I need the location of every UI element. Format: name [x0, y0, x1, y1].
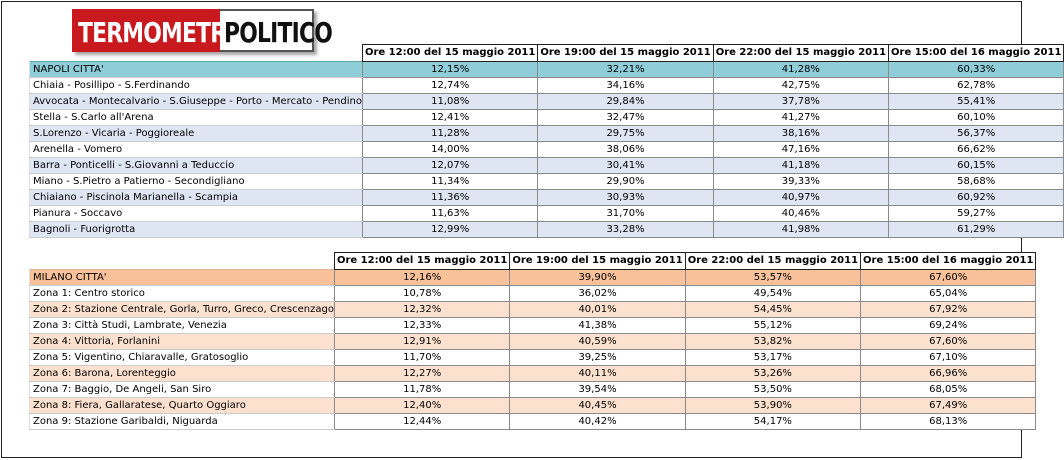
turnout-value-cell: 12,15% [362, 62, 537, 78]
turnout-value-cell: 39,33% [713, 174, 888, 190]
column-header: Ore 19:00 del 15 maggio 2011 [510, 253, 685, 270]
turnout-value-cell: 55,41% [889, 94, 1064, 110]
turnout-value-cell: 62,78% [889, 78, 1064, 94]
turnout-value-cell: 65,04% [861, 286, 1036, 302]
turnout-value-cell: 11,70% [334, 350, 509, 366]
table-row [30, 110, 1064, 126]
city-total-row [30, 270, 1036, 286]
turnout-value-cell: 56,37% [889, 126, 1064, 142]
zone-name-cell: Zona 8: Fiera, Gallaratese, Quarto Oggiaro [30, 398, 335, 414]
turnout-value-cell: 60,33% [889, 62, 1064, 78]
turnout-value-cell: 31,70% [538, 206, 713, 222]
turnout-value-cell: 49,54% [685, 286, 860, 302]
turnout-value-cell: 53,82% [685, 334, 860, 350]
turnout-value-cell: 32,21% [538, 62, 713, 78]
table-row [30, 302, 1036, 318]
turnout-value-cell: 12,16% [334, 270, 509, 286]
turnout-value-cell: 12,32% [334, 302, 509, 318]
turnout-value-cell: 12,33% [334, 318, 509, 334]
turnout-value-cell: 40,45% [510, 398, 685, 414]
turnout-value-cell: 41,28% [713, 62, 888, 78]
zone-name-cell: Chiaiano - Piscinola Marianella - Scampia [30, 190, 363, 206]
turnout-value-cell: 54,17% [685, 414, 860, 430]
table-row [30, 174, 1064, 190]
turnout-value-cell: 54,45% [685, 302, 860, 318]
turnout-value-cell: 41,18% [713, 158, 888, 174]
turnout-value-cell: 12,41% [362, 110, 537, 126]
zone-name-cell: Zona 2: Stazione Centrale, Gorla, Turro, Greco, Crescenzago [30, 302, 335, 318]
turnout-value-cell: 11,34% [362, 174, 537, 190]
turnout-value-cell: 34,16% [538, 78, 713, 94]
turnout-value-cell: 53,57% [685, 270, 860, 286]
zone-name-cell: Bagnoli - Fuorigrotta [30, 222, 363, 238]
turnout-value-cell: 60,92% [889, 190, 1064, 206]
zone-name-cell: Miano - S.Pietro a Patierno - Secondigliano [30, 174, 363, 190]
turnout-value-cell: 66,96% [861, 366, 1036, 382]
turnout-value-cell: 59,27% [889, 206, 1064, 222]
turnout-value-cell: 41,27% [713, 110, 888, 126]
table-row [30, 190, 1064, 206]
table-row [30, 318, 1036, 334]
turnout-value-cell: 29,90% [538, 174, 713, 190]
turnout-value-cell: 12,40% [334, 398, 509, 414]
column-header: Ore 15:00 del 16 maggio 2011 [861, 253, 1036, 270]
column-header: Ore 22:00 del 15 maggio 2011 [685, 253, 860, 270]
turnout-value-cell: 30,41% [538, 158, 713, 174]
turnout-value-cell: 60,10% [889, 110, 1064, 126]
turnout-value-cell: 55,12% [685, 318, 860, 334]
turnout-value-cell: 36,02% [510, 286, 685, 302]
table-row [30, 366, 1036, 382]
turnout-value-cell: 12,27% [334, 366, 509, 382]
turnout-value-cell: 14,00% [362, 142, 537, 158]
column-header: Ore 12:00 del 15 maggio 2011 [334, 253, 509, 270]
turnout-value-cell: 12,44% [334, 414, 509, 430]
turnout-value-cell: 39,90% [510, 270, 685, 286]
turnout-value-cell: 11,36% [362, 190, 537, 206]
turnout-value-cell: 40,01% [510, 302, 685, 318]
turnout-value-cell: 69,24% [861, 318, 1036, 334]
turnout-value-cell: 33,28% [538, 222, 713, 238]
header-row [30, 45, 1064, 62]
table-row [30, 350, 1036, 366]
turnout-value-cell: 32,47% [538, 110, 713, 126]
zone-name-cell: Zona 7: Baggio, De Angeli, San Siro [30, 382, 335, 398]
turnout-value-cell: 11,78% [334, 382, 509, 398]
zone-name-cell: Zona 4: Vittoria, Forlanini [30, 334, 335, 350]
zone-name-cell: Barra - Ponticelli - S.Giovanni a Teduccio [30, 158, 363, 174]
turnout-value-cell: 29,75% [538, 126, 713, 142]
turnout-value-cell: 11,63% [362, 206, 537, 222]
turnout-value-cell: 40,11% [510, 366, 685, 382]
turnout-value-cell: 67,60% [861, 270, 1036, 286]
turnout-value-cell: 68,05% [861, 382, 1036, 398]
turnout-value-cell: 12,91% [334, 334, 509, 350]
table-row [30, 286, 1036, 302]
table-row [30, 414, 1036, 430]
turnout-value-cell: 53,17% [685, 350, 860, 366]
turnout-value-cell: 40,97% [713, 190, 888, 206]
turnout-value-cell: 42,75% [713, 78, 888, 94]
turnout-value-cell: 66,62% [889, 142, 1064, 158]
table-row [30, 382, 1036, 398]
turnout-value-cell: 39,54% [510, 382, 685, 398]
table-row [30, 94, 1064, 110]
turnout-value-cell: 11,28% [362, 126, 537, 142]
turnout-value-cell: 68,13% [861, 414, 1036, 430]
column-header: Ore 22:00 del 15 maggio 2011 [713, 45, 888, 62]
turnout-value-cell: 53,90% [685, 398, 860, 414]
table-row [30, 78, 1064, 94]
zone-name-cell: Zona 1: Centro storico [30, 286, 335, 302]
column-header: Ore 15:00 del 16 maggio 2011 [889, 45, 1064, 62]
milano-turnout-table [29, 252, 1036, 430]
turnout-value-cell: 47,16% [713, 142, 888, 158]
turnout-value-cell: 39,25% [510, 350, 685, 366]
turnout-value-cell: 53,26% [685, 366, 860, 382]
zone-name-cell: MILANO CITTA' [30, 270, 335, 286]
turnout-value-cell: 41,38% [510, 318, 685, 334]
turnout-value-cell: 61,29% [889, 222, 1064, 238]
turnout-value-cell: 10,78% [334, 286, 509, 302]
turnout-value-cell: 58,68% [889, 174, 1064, 190]
turnout-value-cell: 12,74% [362, 78, 537, 94]
turnout-value-cell: 60,15% [889, 158, 1064, 174]
turnout-value-cell: 11,08% [362, 94, 537, 110]
column-header: Ore 19:00 del 15 maggio 2011 [538, 45, 713, 62]
turnout-value-cell: 67,49% [861, 398, 1036, 414]
turnout-value-cell: 38,16% [713, 126, 888, 142]
turnout-value-cell: 40,42% [510, 414, 685, 430]
logo-part-2: POLITICO [224, 15, 332, 49]
header-row [30, 253, 1036, 270]
turnout-value-cell: 41,98% [713, 222, 888, 238]
table-row [30, 126, 1064, 142]
turnout-value-cell: 40,59% [510, 334, 685, 350]
table-row [30, 398, 1036, 414]
column-header: Ore 12:00 del 15 maggio 2011 [362, 45, 537, 62]
table-row [30, 334, 1036, 350]
turnout-value-cell: 12,07% [362, 158, 537, 174]
turnout-value-cell: 37,78% [713, 94, 888, 110]
turnout-value-cell: 67,60% [861, 334, 1036, 350]
zone-name-cell: Zona 6: Barona, Lorenteggio [30, 366, 335, 382]
zone-name-cell: S.Lorenzo - Vicaria - Poggioreale [30, 126, 363, 142]
turnout-value-cell: 29,84% [538, 94, 713, 110]
zone-name-cell: Stella - S.Carlo all'Arena [30, 110, 363, 126]
zone-name-cell: Zona 9: Stazione Garibaldi, Niguarda [30, 414, 335, 430]
table-row [30, 142, 1064, 158]
napoli-turnout-table [29, 44, 1064, 238]
zone-name-cell: Zona 3: Città Studi, Lambrate, Venezia [30, 318, 335, 334]
logo-part-1: TERMOMETRO [78, 15, 245, 49]
zone-name-cell: Pianura - Soccavo [30, 206, 363, 222]
turnout-value-cell: 53,50% [685, 382, 860, 398]
table-row [30, 222, 1064, 238]
zone-name-cell: Avvocata - Montecalvario - S.Giuseppe - Porto - Mercato - Pendino [30, 94, 363, 110]
zone-name-cell: NAPOLI CITTA' [30, 62, 363, 78]
table-row [30, 158, 1064, 174]
turnout-value-cell: 30,93% [538, 190, 713, 206]
zone-name-cell: Chiaia - Posillipo - S.Ferdinando [30, 78, 363, 94]
turnout-value-cell: 40,46% [713, 206, 888, 222]
turnout-value-cell: 38,06% [538, 142, 713, 158]
zone-name-cell: Zona 5: Vigentino, Chiaravalle, Gratosoglio [30, 350, 335, 366]
table-row [30, 206, 1064, 222]
turnout-value-cell: 67,92% [861, 302, 1036, 318]
turnout-value-cell: 67,10% [861, 350, 1036, 366]
zone-name-cell: Arenella - Vomero [30, 142, 363, 158]
city-total-row [30, 62, 1064, 78]
turnout-value-cell: 12,99% [362, 222, 537, 238]
